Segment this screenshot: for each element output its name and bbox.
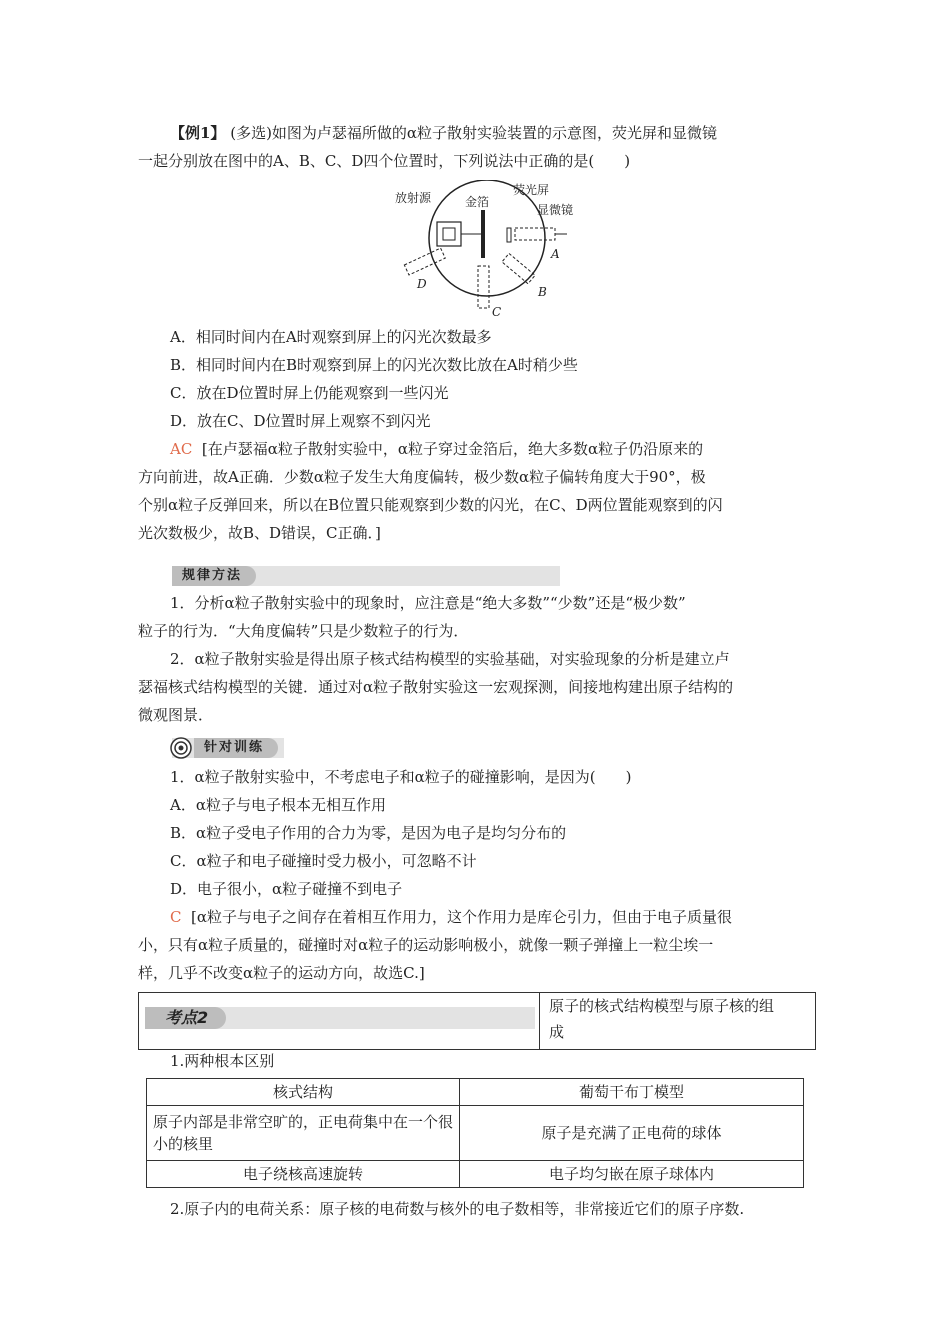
- method-point-1a: 1．分析α粒子散射实验中的现象时，应注意是“绝大多数”“少数”还是“极少数”: [170, 594, 686, 612]
- example-explanation-1: [在卢瑟福α粒子散射实验中，α粒子穿过金箔后，绝大多数α粒子仍沿原来的: [201, 440, 704, 458]
- method-point-1b: 粒子的行为．“大角度偏转”只是少数粒子的行为．: [138, 622, 469, 640]
- rutherford-apparatus-figure: [395, 180, 585, 320]
- example-option-d: D．放在C、D位置时屏上观察不到闪光: [170, 412, 431, 430]
- method-point-2b: 瑟福核式结构模型的关键．通过对α粒子散射实验这一宏观探测，间接地构建出原子结构的: [138, 678, 734, 696]
- kaodian-title: [549, 993, 774, 1045]
- training-option-a: A．α粒子与电子根本无相互作用: [170, 796, 386, 814]
- kaodian-sub2: 2.原子内的电荷关系：原子核的电荷数与核外的电子数相等，非常接近它们的原子序数.: [170, 1200, 745, 1218]
- label-foil: 金箔: [465, 195, 490, 209]
- table-cell: 电子绕核高速旋转: [147, 1161, 460, 1188]
- training-option-d: D．电子很小，α粒子碰撞不到电子: [170, 880, 403, 898]
- example-answer: AC: [170, 440, 193, 458]
- table-row: [147, 1161, 804, 1188]
- training-banner-label: 针对训练: [194, 738, 278, 758]
- training-answer-line: [170, 906, 732, 928]
- training-option-b: B．α粒子受电子作用的合力为零，是因为电子是均匀分布的: [170, 824, 567, 842]
- example-option-b: B．相同时间内在B时观察到屏上的闪光次数比放在A时稍少些: [170, 356, 578, 374]
- label-b: B: [538, 285, 547, 299]
- label-microscope: 显微镜: [537, 203, 574, 217]
- method-point-2a: 2．α粒子散射实验是得出原子核式结构模型的实验基础，对实验现象的分析是建立卢: [170, 650, 730, 668]
- label-a: A: [551, 247, 560, 261]
- training-option-c: C．α粒子和电子碰撞时受力极小，可忽略不计: [170, 852, 477, 870]
- table-row: [147, 1106, 804, 1161]
- table-header-cell: 葡萄干布丁模型: [460, 1079, 804, 1106]
- table-cell: 电子均匀嵌在原子球体内: [460, 1161, 804, 1188]
- target-icon: [170, 737, 192, 759]
- method-banner: [172, 566, 560, 586]
- example-explanation-2: 方向前进，故A正确．少数α粒子发生大角度偏转，极少数α粒子偏转角度大于90°，极: [138, 468, 706, 486]
- example-explanation-4: 光次数极少，故B、D错误，C正确．]: [138, 524, 381, 542]
- example-option-a: A．相同时间内在A时观察到屏上的闪光次数最多: [170, 328, 492, 346]
- example-tag: 【例1】: [170, 124, 226, 142]
- label-screen: 荧光屏: [513, 183, 550, 197]
- example-answer-line: [170, 438, 703, 460]
- example-text-2: 一起分别放在图中的A、B、C、D四个位置时，下列说法中正确的是( ): [138, 152, 631, 170]
- label-source: 放射源: [395, 191, 432, 205]
- table-header-cell: 核式结构: [147, 1079, 460, 1106]
- label-c: C: [492, 305, 502, 319]
- training-explanation-1: [α粒子与电子之间存在着相互作用力，这个作用力是库仑引力，但由于电子质量很: [191, 908, 733, 926]
- table-cell: 原子是充满了正电荷的球体: [460, 1106, 804, 1161]
- kaodian-sub1: 1.两种根本区别: [170, 1052, 275, 1070]
- kaodian-title-1: 原子的核式结构模型与原子核的组: [549, 997, 775, 1015]
- example-option-c: C．放在D位置时屏上仍能观察到一些闪光: [170, 384, 449, 402]
- method-banner-label: 规律方法: [172, 566, 256, 586]
- example-text: (多选)如图为卢瑟福所做的α粒子散射实验装置的示意图，荧光屏和显微镜: [230, 124, 718, 142]
- training-explanation-3: 样，几乎不改变α粒子的运动方向，故选C.]: [138, 964, 425, 982]
- method-point-2c: 微观图景．: [138, 706, 214, 724]
- training-answer: C: [170, 908, 182, 926]
- training-question: 1．α粒子散射实验中，不考虑电子和α粒子的碰撞影响，是因为( ): [170, 768, 632, 786]
- kaodian-box: [138, 992, 816, 1050]
- comparison-table: [146, 1078, 804, 1188]
- training-banner: [172, 738, 284, 758]
- training-explanation-2: 小，只有α粒子质量的，碰撞时对α粒子的运动影响极小，就像一颗子弹撞上一粒尘埃一: [138, 936, 714, 954]
- kaodian-title-2: 成: [549, 1023, 565, 1041]
- table-header-row: [147, 1079, 804, 1106]
- kaodian-label: 考点2: [145, 1007, 226, 1029]
- example-header: [170, 122, 717, 144]
- label-d: D: [417, 277, 427, 291]
- example-explanation-3: 个别α粒子反弹回来，所以在B位置只能观察到少数的闪光，在C、D两位置能观察到的闪: [138, 496, 723, 514]
- table-cell: 原子内部是非常空旷的，正电荷集中在一个很小的核里: [147, 1106, 460, 1161]
- kaodian-banner: [145, 1007, 535, 1029]
